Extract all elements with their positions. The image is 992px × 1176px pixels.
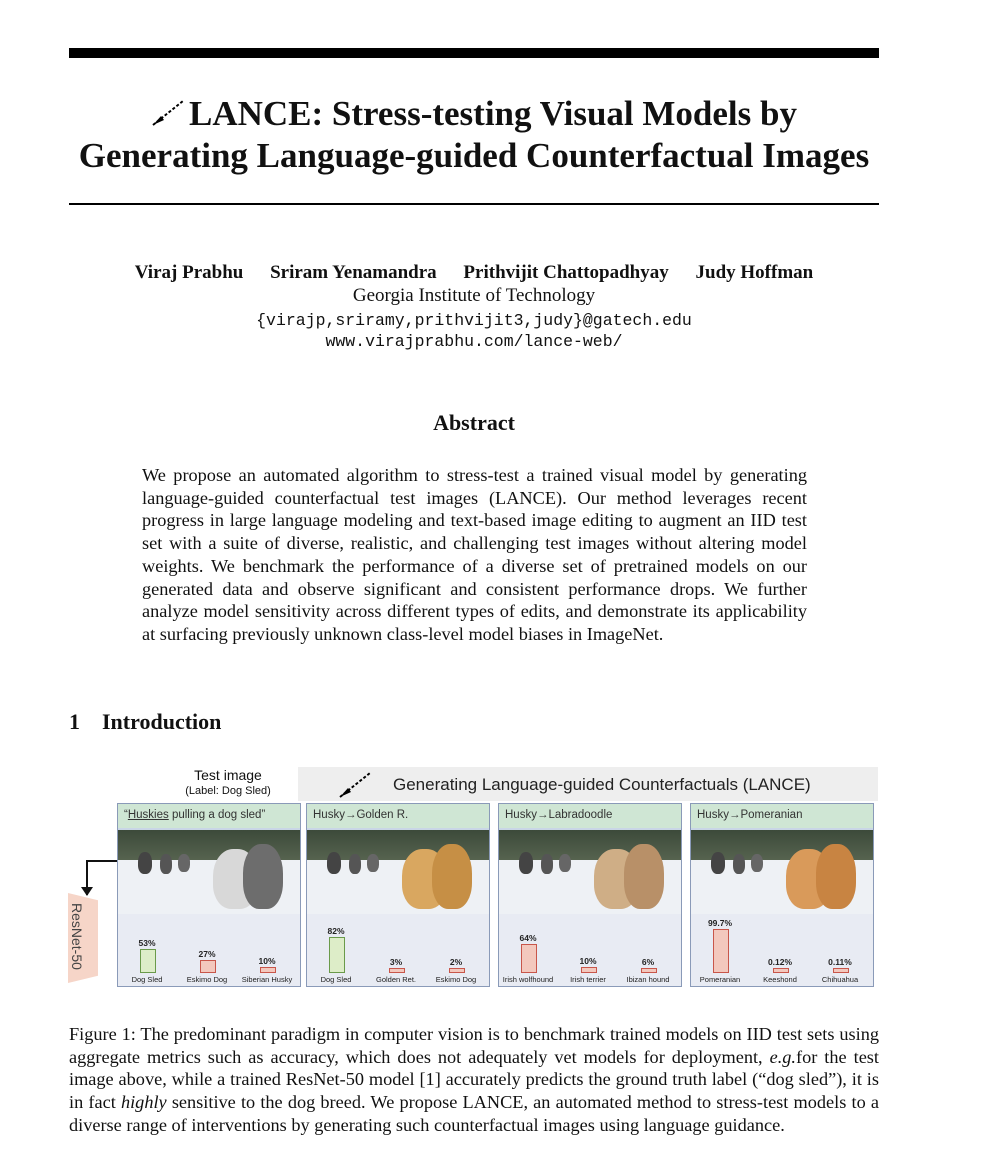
panel-header: Husky→Labradoodle	[499, 804, 681, 828]
figure-panel-1	[117, 803, 301, 987]
background-dog	[559, 854, 571, 872]
prediction-label: Irish wolfhound	[502, 975, 554, 984]
test-image-title: Test image	[194, 767, 262, 783]
figure-1	[68, 765, 880, 990]
figure-caption	[69, 1023, 879, 1137]
figure-panel-3	[498, 803, 682, 987]
section-heading	[69, 709, 221, 735]
panel-header: Husky→Golden R.	[307, 804, 489, 828]
prediction-bar	[200, 960, 216, 973]
figure-panel-2	[306, 803, 490, 987]
prediction-bar	[329, 937, 345, 973]
dog-figure	[432, 844, 472, 909]
prediction-chart	[118, 914, 300, 986]
title-line-2: Generating Language-guided Counterfactual Images	[78, 136, 870, 175]
caption-part-2: for the test image above, while a trained ResNet-50 model [1] accurately predicts the ground truth label (“dog sled”), it is in fact	[69, 1046, 879, 1113]
prediction-value: 0.11%	[828, 957, 852, 967]
prediction-label: Dog Sled	[320, 975, 352, 984]
author-3: Prithvijit Chattopadhyay	[463, 262, 669, 283]
panel-caption-subject: Huskies	[127, 809, 169, 821]
panel-header	[118, 804, 300, 828]
prediction-value: 10%	[579, 955, 597, 966]
test-image-sublabel: (Label: Dog Sled)	[185, 785, 271, 797]
prediction-label: Ibizan hound	[626, 975, 670, 984]
panel-caption-quote: “	[124, 809, 128, 821]
prediction-bar	[449, 968, 465, 973]
prediction-label: Keeshond	[763, 975, 797, 984]
prediction-value: 0.12%	[767, 957, 793, 967]
prediction-label: Dog Sled	[131, 975, 163, 984]
caption-highly: highly	[120, 1092, 167, 1113]
prediction-label: Eskimo Dog	[435, 975, 477, 984]
panel-header: Husky→Pomeranian	[691, 804, 873, 828]
prediction-value: 10%	[258, 955, 276, 966]
arrow-horizontal	[86, 860, 118, 862]
prediction-bar	[833, 968, 849, 973]
prediction-chart	[499, 914, 681, 986]
caption-part-1: Figure 1: The predominant paradigm in computer vision is to benchmark trained models on IID test sets using aggregate metrics such as accuracy, which does not adequately vet models for deployment,	[69, 1024, 879, 1067]
prediction-value: 53%	[138, 937, 156, 948]
paper-title	[69, 93, 879, 177]
prediction-bar	[260, 967, 276, 973]
prediction-label: Golden Ret.	[375, 975, 417, 984]
dog-figure	[243, 844, 283, 909]
abstract-heading: Abstract	[433, 410, 515, 435]
author-list	[69, 262, 879, 284]
arrow-head-icon	[81, 887, 93, 896]
background-dog	[367, 854, 379, 872]
prediction-value: 99.7%	[707, 918, 733, 929]
dog-figure	[816, 844, 856, 909]
prediction-bar	[521, 944, 537, 973]
background-dog	[711, 852, 725, 874]
background-dog	[138, 852, 152, 874]
prediction-value: 82%	[327, 925, 345, 936]
background-dog	[733, 854, 745, 874]
background-dog	[751, 854, 763, 872]
background-dog	[349, 854, 361, 874]
prediction-bar	[581, 967, 597, 973]
prediction-label: Chihuahua	[821, 975, 859, 984]
prediction-bar	[140, 949, 156, 973]
prediction-bar	[389, 968, 405, 973]
author-emails: {virajp,sriramy,prithvijit3,judy}@gatech.edu	[256, 311, 692, 330]
prediction-value: 27%	[198, 948, 216, 959]
prediction-bar	[773, 968, 789, 973]
affiliation: Georgia Institute of Technology	[352, 285, 596, 306]
section-title: Introduction	[102, 709, 222, 734]
caption-eg: e.g.	[769, 1046, 797, 1067]
prediction-label: Pomeranian	[699, 975, 741, 984]
title-bottom-rule	[69, 203, 879, 205]
dog-figure	[624, 844, 664, 909]
lance-icon	[338, 771, 372, 799]
top-rule	[69, 48, 879, 58]
prediction-label: Irish terrier	[570, 975, 606, 984]
lance-banner	[298, 767, 878, 801]
background-dog	[178, 854, 190, 872]
section-number: 1	[69, 709, 80, 734]
prediction-value: 64%	[519, 933, 537, 944]
background-dog	[541, 854, 553, 874]
panel-caption-rest: pulling a dog sled”	[168, 809, 266, 821]
background-dog	[327, 852, 341, 874]
lance-banner-text: Generating Language-guided Counterfactuals (LANCE)	[393, 775, 811, 794]
prediction-value: 6%	[641, 957, 655, 967]
prediction-chart	[691, 914, 873, 986]
prediction-label: Eskimo Dog	[186, 975, 228, 984]
prediction-bar	[713, 929, 729, 973]
background-dog	[160, 854, 172, 874]
title-line-1: LANCE: Stress-testing Visual Models by	[188, 94, 797, 133]
project-url[interactable]: www.virajprabhu.com/lance-web/	[325, 332, 623, 351]
prediction-value: 3%	[389, 957, 403, 967]
prediction-chart	[307, 914, 489, 986]
figure-panel-4	[690, 803, 874, 987]
background-dog	[519, 852, 533, 874]
author-1: Viraj Prabhu	[134, 262, 244, 283]
author-2: Sriram Yenamandra	[270, 262, 437, 283]
prediction-bar	[641, 968, 657, 973]
test-image-label	[168, 767, 288, 799]
lance-logo-icon	[151, 99, 185, 127]
prediction-value: 2%	[449, 957, 463, 967]
author-4: Judy Hoffman	[695, 262, 814, 283]
caption-part-3: sensitive to the dog breed. We propose LANCE, an automated method to stress-test models to a diverse range of interventions by generating such counterfactual images using language guidance.	[69, 1092, 880, 1135]
prediction-label: Siberian Husky	[241, 975, 293, 984]
resnet-label: ResNet-50	[69, 903, 85, 970]
abstract-text: We propose an automated algorithm to stress-test a trained visual model by generating language-guided counterfactual test images (LANCE). Our method leverages recent progress in large language modeling and text-based image editing to augment an IID test set with a suite of diverse, realistic, and challenging test images without altering model weights. We benchmark the performance of a diverse set of pretrained models on our generated data and observe significant and consistent performance drops. We further analyze model sensitivity across different types of edits, and demonstrate its applicability at surfacing previously unknown class-level model biases in ImageNet.	[142, 465, 807, 644]
